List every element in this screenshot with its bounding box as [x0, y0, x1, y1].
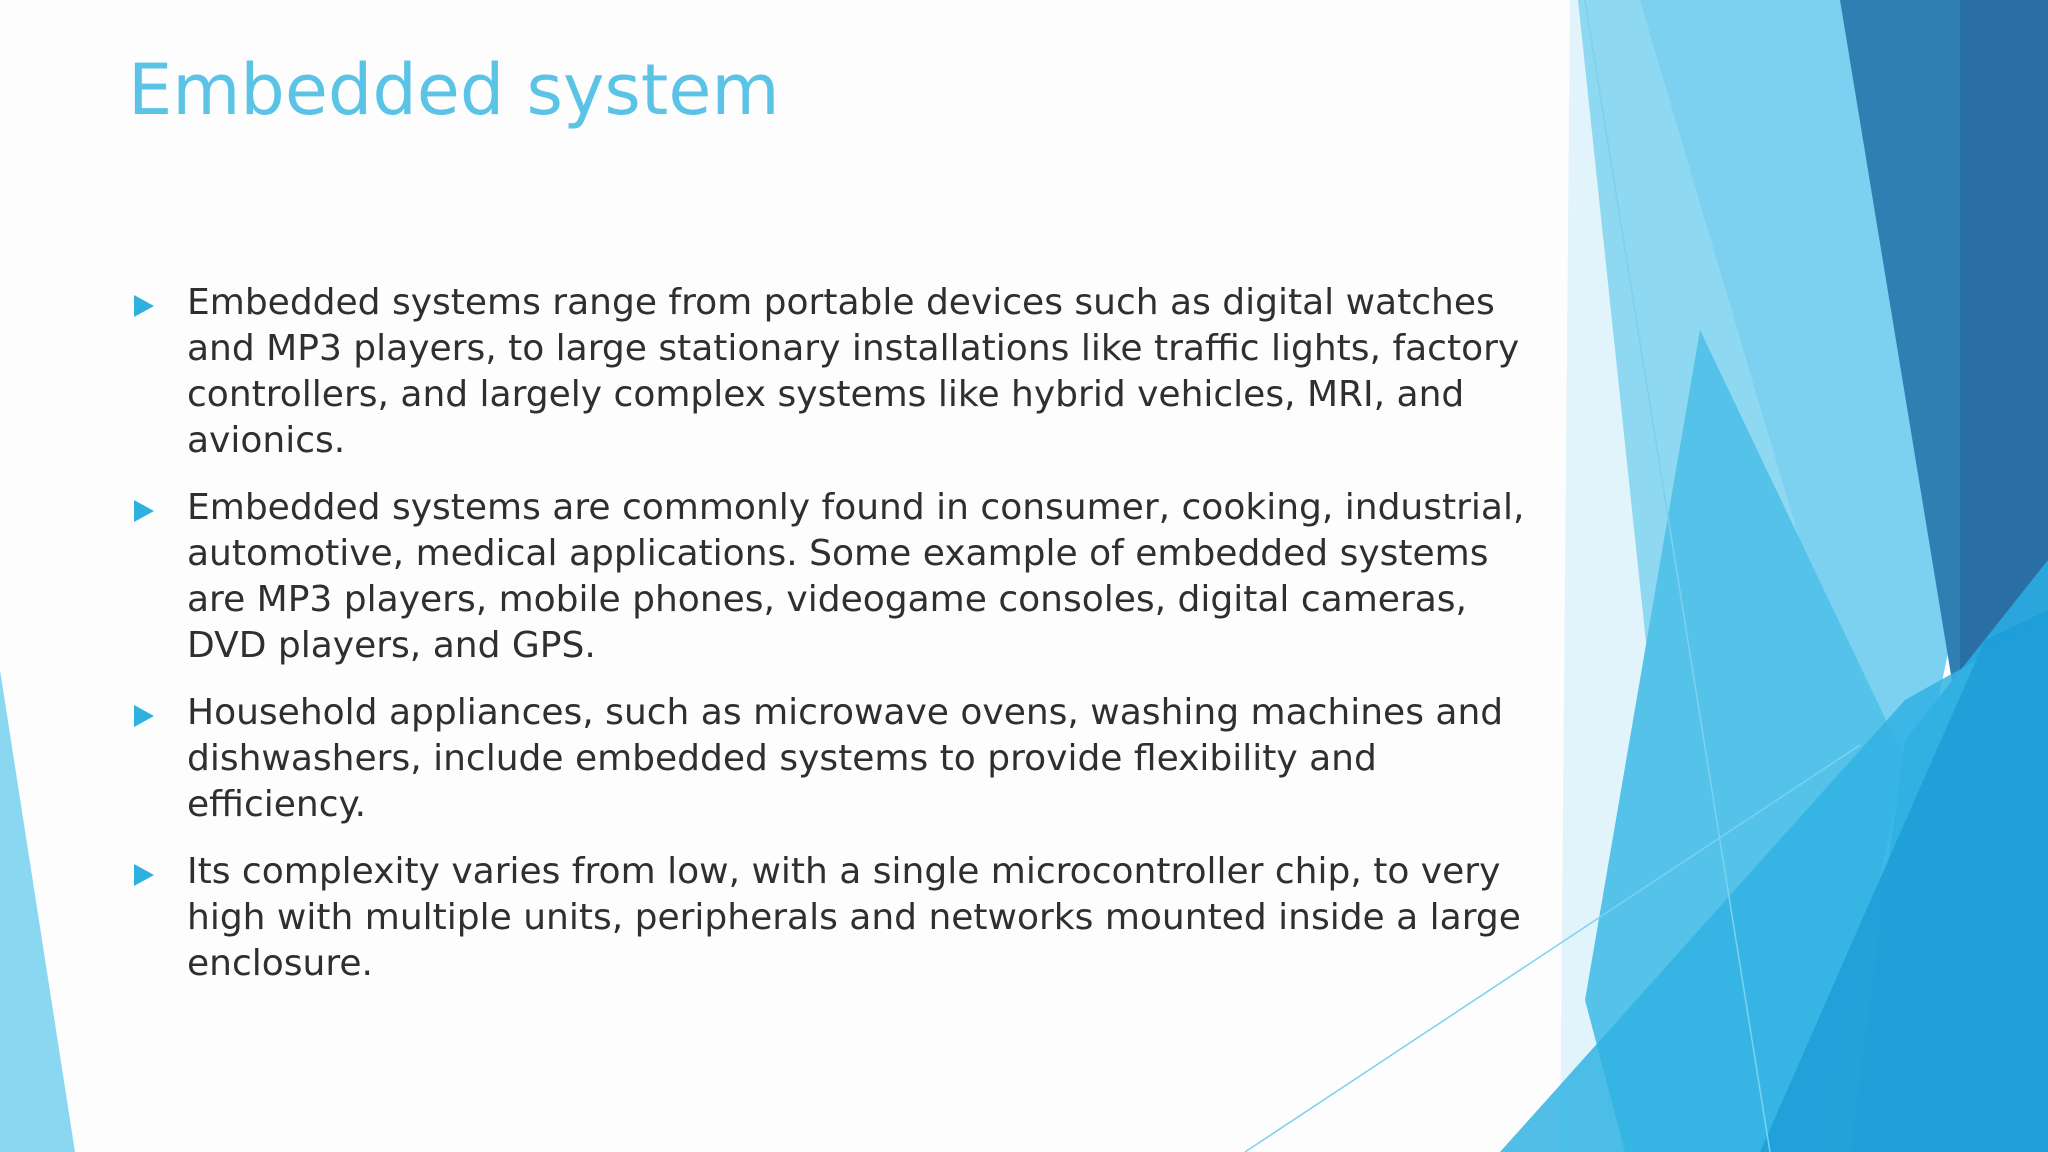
- bullet-text: Embedded systems range from portable devices such as digital watches and MP3 players, to large stationary installations like traffic lights, factory controllers, and largely complex systems like hybrid vehicles, MRI, and avionics.: [187, 282, 1520, 461]
- bullet-item: [132, 280, 1552, 464]
- triangle-bullet-icon: [134, 295, 154, 317]
- bullet-list: [132, 280, 1552, 1008]
- bullet-text: Embedded systems are commonly found in consumer, cooking, industrial, automotive, medical applications. Some example of embedded systems are MP3 players, mobile phones, videogame consoles, digital cameras, DVD players, and GPS.: [187, 487, 1525, 666]
- bullet-text: Household appliances, such as microwave ovens, washing machines and dishwashers, include embedded systems to provide flexibility and efficiency.: [187, 692, 1504, 825]
- bullet-item: [132, 690, 1552, 828]
- triangle-bullet-icon: [134, 864, 154, 886]
- slide-title: Embedded system: [128, 49, 780, 131]
- triangle-bullet-icon: [134, 500, 154, 522]
- triangle-bullet-icon: [134, 705, 154, 727]
- bullet-item: [132, 849, 1552, 987]
- decor-left-sliver: [0, 670, 75, 1152]
- bullet-item: [132, 485, 1552, 669]
- bullet-text: Its complexity varies from low, with a single microcontroller chip, to very high with multiple units, peripherals and networks mounted inside a large enclosure.: [187, 851, 1521, 984]
